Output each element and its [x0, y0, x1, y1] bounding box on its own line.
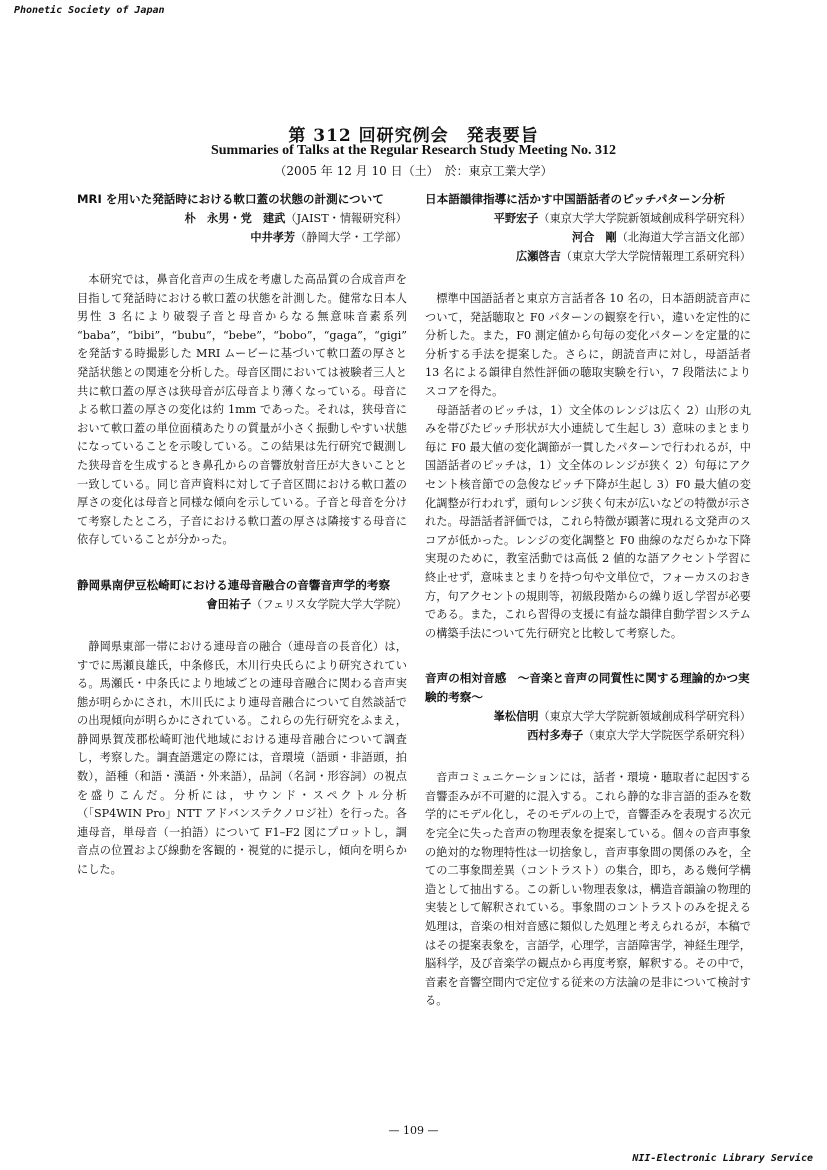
abstract-pitch	[425, 190, 751, 643]
abstract-mri	[77, 190, 407, 550]
abstract-text: 本研究では，鼻音化音声の生成を考慮した高品質の合成音声を目指して発話時における軟口蓋の状態を計測した。健常な日本人男性 3 名により破裂子音と母音からなる無意味音素系列 “baba”，“bibi”，“bubu”，“bebe”，“bobo”，“gaga”，“gigi” を発話する時撮影した MRI ムービーに基づいて軟口蓋の厚さと発話状態との関連を分析した。母音区間においては被験者三人と共に軟口蓋の厚さは狭母音が広母音より薄くなっている。母音による軟口蓋の厚さの変化は約 1mm であった。それは，狭母音において軟口蓋の単位面積あたりの質量が小さく振動しやすい状態になっていることを示唆している。この結果は先行研究で観測した狭母音を生成するとき鼻孔からの音響放射音圧が大きいことと一致している。同じ音声資料に対して子音区間における軟口蓋の厚さの変化は母音と同様な傾向を示している。子音と母音を分けて考察したところ，子音における軟口蓋の厚さは隣接する母音に依存していることが分かった。	[77, 273, 407, 547]
author-name: 平野宏子	[493, 212, 539, 225]
author-affiliation: （東京大学大学院情報理工系研究科）	[560, 250, 751, 263]
abstract-text: 音声コミュニケーションには，話者・環境・聴取者に起因する音響歪みが不可避的に混入する。これら静的な非言語的歪みを数学的にモデル化し，そのモデルの上で，音響歪みを表現する次元を完全に失った音声の物理表象を提案している。個々の音声事象の絶対的な物理特性は一切捨象し，音声事象間の関係のみを，全ての二事象間差異（コントラスト）の集合，即ち，ある幾何学構造として抽出する。この新しい物理表象は，構造音韻論の物理的実装として解釈されている。事象間のコントラストのみを捉える処理は，音楽の相対音感に類似した処理と考えられるが，本稿ではその提案表象を，言語学，心理学，言語障害学，神経生理学，脳科学，及び音楽学の観点から再度考察，解釈する。その中で，音素を音響空間内で定位する従来の方法論の是非について検討する。	[425, 771, 751, 1008]
abstract-text: 母語話者のピッチは，1）文全体のレンジは広く 2）山形の丸みを帯びたピッチ形状が大小連続して生起し 3）意味のまとまり毎に F0 最大値の変化調節が一貫したパターンで行われるが，中国語話者のピッチは，1）文全体のレンジが狭く 2）句毎にアクセント核音節での急俊なピッチ下降が生起し 3）F0 最大値の変化調整が行われず，頭句レンジ狭く句末が広いなどの特徴が示された。母語話者評価では，これら特徴が顕著に現れる文発声のスコアが低かった。レンジの変化調整と F0 曲線のなだらかな下降実現のために，教室活動では高低 2 値的な語アクセント学習に終止せず，意味まとまりを持つ句や文単位で，フォーカスのおき方，句アクセントの規則等，初級段階からの繰り返し学習が必要である。また，これら習得の支援に有益な韻律自動学習システムの構築手法について先行研究と比較して考察した。	[425, 403, 751, 640]
author-name: 峯松信明	[493, 710, 539, 724]
author-line	[425, 247, 751, 266]
author-affiliation: （東京大学大学院新領域創成科学研究科）	[538, 710, 751, 724]
author-line	[77, 595, 407, 614]
author-affiliation: （東京大学大学院医学系研究科）	[583, 729, 751, 743]
abstract-title: MRI を用いた発話時における軟口蓋の状態の計測について	[77, 192, 384, 206]
page-number: — 109 —	[388, 1124, 439, 1137]
page-subtitle: Summaries of Talks at the Regular Research Study Meeting No. 312	[210, 143, 617, 158]
author-affiliation: （静岡大学・工学部）	[295, 231, 407, 244]
abstract-title: 音声の相対音感 ～音楽と音声の同質性に関する理論的かつ実験的考察～	[425, 671, 750, 705]
abstract-text: 標準中国語話者と東京方言話者各 10 名の，日本語朗読音声について，発話聴取と F0 パターンの観察を行い，違いを定性的に分析した。また，F0 測定値から句毎の変化パターンを定量的に分析する手法を提案した。さらに，朗読音声に対し，母語話者 13 名による韻律自然性評価の聴取実験を行い，7 段階法によりスコアを得た。	[425, 292, 751, 398]
author-name: 會田祐子	[206, 597, 252, 611]
author-line	[77, 228, 407, 247]
author-affiliation: （北海道大学言語文化部）	[616, 231, 751, 244]
author-affiliation: （フェリス女学院大学大学院）	[251, 597, 407, 611]
author-name: 朴 永男・党 建武	[184, 212, 286, 225]
author-affiliation: （JAIST・情報研究科）	[285, 212, 407, 225]
author-line	[425, 209, 751, 228]
abstract-title: 静岡県南伊豆松崎町における連母音融合の音響音声学的考察	[77, 577, 391, 592]
abstract-vowel-fusion	[77, 576, 407, 880]
left-column	[77, 190, 407, 880]
abstract-text: 静岡県東部一帯における連母音の融合（連母音の長音化）は，すでに馬瀬良雄氏，中条修氏，木川行央氏らにより研究されている。馬瀬氏・中条氏により地域ごとの連母音融合に関わる音声実態が明らかにされ，木川氏により連母音融合について自然談話での出現傾向が明らかにされている。これらの先行研究をふまえ，静岡県賀茂郡松崎町池代地域における連母音融合について調査し，考察した。調査語選定の際には，音環境（語頭・非語頭，拍数），語種（和語・漢語・外来語），品詞（名詞・形容詞）の視点を盛りこんだ。分析には，サウンド・スペクトル分析（「SP4WIN Pro」NTT アドバンステクノロジ社）を行った。各連母音，単母音（一拍語）について F1–F2 図にプロットし，調音点の位置および線動を客観的・視覚的に提示し，傾向を明らかにした。	[77, 639, 407, 877]
author-line	[425, 726, 751, 745]
author-line	[425, 228, 751, 247]
abstract-relative-pitch	[425, 669, 751, 1011]
author-line	[77, 209, 407, 228]
author-name: 中井孝芳	[250, 231, 296, 244]
author-line	[425, 707, 751, 726]
author-name: 河合 剛	[571, 231, 617, 244]
abstract-title: 日本語韻律指導に活かす中国語話者のピッチパターン分析	[425, 192, 726, 206]
author-name: 西村多寿子	[527, 729, 584, 743]
date-place: （2005 年 12 月 10 日（土） 於：東京工業大学）	[274, 164, 553, 178]
page-title: 第 312 回研究例会 発表要旨	[288, 126, 539, 146]
author-affiliation: （東京大学大学院新領域創成科学研究科）	[538, 212, 751, 225]
right-column	[425, 190, 751, 1011]
society-header: Phonetic Society of Japan	[14, 5, 165, 16]
author-name: 広瀬啓吉	[516, 250, 561, 263]
nii-footer: NII-Electronic Library Service	[632, 1153, 813, 1164]
